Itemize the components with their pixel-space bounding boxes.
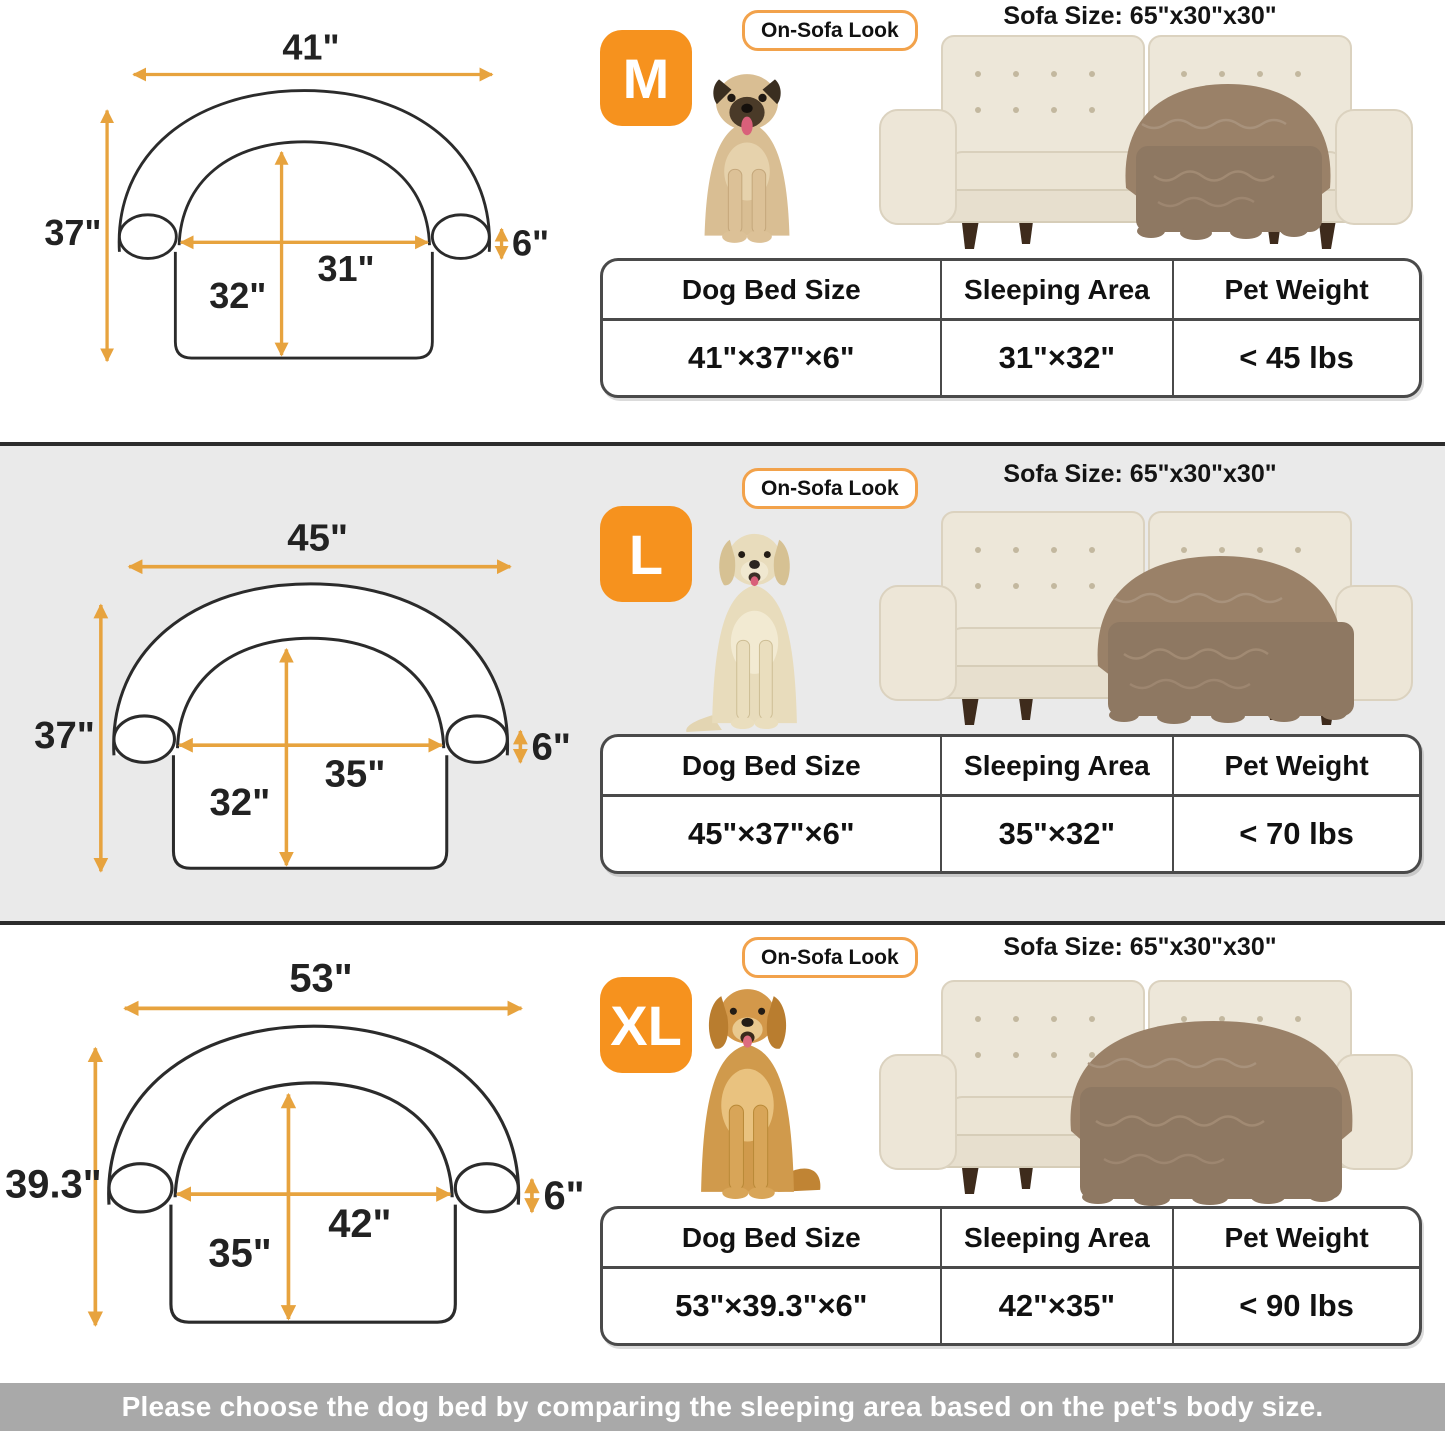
cell-bed-size: 41"×37"×6" [603,321,942,395]
pug-photo [652,70,842,246]
overall-width-label: 53" [289,956,353,1001]
section-size-xl [0,925,1445,1383]
sofa-photo [866,971,1426,1196]
size-table [600,734,1422,874]
sleep-height-label: 32" [209,274,267,316]
cell-sleeping-area: 31"×32" [942,321,1175,395]
col-header-dog-bed-size: Dog Bed Size [603,737,942,794]
bed-outline [109,1026,519,1322]
sofa-size-text: Sofa Size: 65"x30"x30" [1003,2,1277,30]
golden-retriever-photo [645,980,850,1202]
bed-outline [114,584,508,868]
col-header-sleeping-area: Sleeping Area [942,1209,1175,1266]
sleep-width-label: 42" [328,1202,392,1247]
size-table [600,258,1422,398]
col-header-pet-weight: Pet Weight [1224,273,1369,305]
overall-height-label: 37" [34,714,95,758]
section-size-m [0,0,1445,442]
cell-pet-weight: < 45 lbs [1239,340,1354,375]
footer-note-text: Please choose the dog bed by comparing the sleeping area based on the pet's body size. [121,1391,1324,1422]
sofa-size-text: Sofa Size: 65"x30"x30" [1003,933,1277,961]
labrador-photo [672,526,837,733]
cell-bed-size: 45"×37"×6" [603,797,942,871]
col-header-dog-bed-size: Dog Bed Size [603,261,942,318]
size-badge-l: L [600,506,692,602]
overall-width-label: 41" [282,26,340,68]
bolster-thickness-label: 6" [512,222,550,264]
section-size-l [0,446,1445,921]
sleep-height-label: 32" [209,780,271,824]
cell-sleeping-area: 42"×35" [942,1269,1175,1343]
bolster-thickness-label: 6" [531,725,571,769]
overall-height-label: 39.3" [5,1162,102,1207]
sofa-photo [866,502,1426,727]
on-sofa-look-label: On-Sofa Look [761,18,899,42]
on-sofa-look-label: On-Sofa Look [761,945,899,969]
sleep-width-label: 31" [317,248,375,290]
on-sofa-look-label: On-Sofa Look [761,476,899,500]
size-badge-m: M [600,30,692,126]
overall-height-label: 37" [44,212,102,254]
dimension-diagram-l [0,498,595,921]
dimension-diagram-m [12,10,572,432]
cell-bed-size: 53"×39.3"×6" [603,1269,942,1343]
sleep-width-label: 35" [324,752,386,796]
sofa-size-text: Sofa Size: 65"x30"x30" [1003,460,1277,488]
footer-note-bar [0,1383,1445,1431]
col-header-dog-bed-size: Dog Bed Size [603,1209,942,1266]
cell-sleeping-area: 35"×32" [942,797,1175,871]
cell-pet-weight: < 70 lbs [1239,816,1354,851]
plush-bed [1125,84,1330,240]
col-header-pet-weight: Pet Weight [1224,1221,1369,1253]
bed-outline [119,91,489,358]
cell-pet-weight: < 90 lbs [1239,1288,1354,1323]
plush-bed [1070,1021,1352,1206]
col-header-pet-weight: Pet Weight [1224,749,1369,781]
col-header-sleeping-area: Sleeping Area [942,737,1175,794]
dimension-diagram-xl [0,937,610,1383]
bolster-thickness-label: 6" [543,1173,585,1218]
overall-width-label: 45" [287,516,349,560]
sleep-height-label: 35" [208,1231,272,1276]
size-badge-xl: XL [600,977,692,1073]
col-header-sleeping-area: Sleeping Area [942,261,1175,318]
sofa-photo [866,26,1426,251]
size-table [600,1206,1422,1346]
